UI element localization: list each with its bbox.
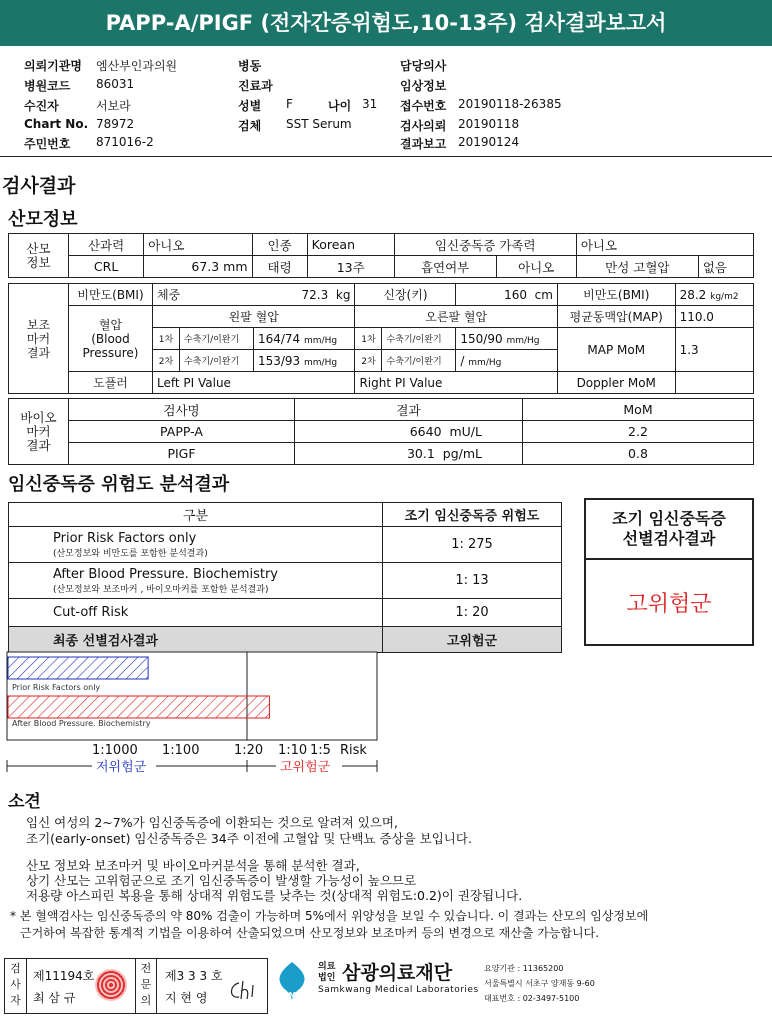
- cell: [675, 284, 753, 306]
- org-line: 요양기관 : 11365200: [484, 964, 564, 973]
- signature-icon: [225, 977, 265, 1003]
- cell: PIGF: [69, 443, 295, 465]
- high-risk-label: 고위험군: [280, 760, 331, 775]
- tick-label: 1:5: [310, 743, 331, 758]
- height-unit: cm: [534, 287, 553, 302]
- bp-unit: mm/Hg: [468, 357, 502, 368]
- cell: 수축기/이완기: [382, 350, 456, 372]
- opinion-line: 임신 여성의 2~7%가 임신중독증에 이환되는 것으로 알려져 있으며,: [26, 815, 398, 830]
- tester-name: 최 삼 규: [33, 991, 76, 1005]
- cell: 67.3 mm: [144, 256, 252, 278]
- bp-r2: /: [460, 353, 465, 368]
- cell: 1차: [355, 328, 382, 350]
- opinion-line: 저용량 아스피린 복용을 통해 상대적 위험도를 낮추는 것(상대적 위험도:0.2)이 권장됩니다.: [26, 888, 523, 903]
- code-value: 86031: [96, 77, 135, 91]
- cell: 아니오: [496, 256, 576, 278]
- risk-table: [8, 502, 562, 653]
- clinical-label: 임상정보: [400, 79, 447, 93]
- org-line: 대표번호 : 02-3497-5100: [484, 994, 580, 1003]
- cell: 2차: [153, 350, 180, 372]
- cell: 결과: [295, 399, 523, 421]
- maternal-title: 산모정보: [8, 209, 78, 230]
- screening-title: 조기 임신중독증 선별검사결과: [586, 500, 752, 560]
- cell: 아니오: [576, 234, 753, 256]
- signature-box: [4, 958, 268, 1014]
- report-title: PAPP-A/PIGF (전자간증위험도,10-13주) 검사결과보고서: [0, 0, 772, 46]
- cell: [253, 350, 355, 372]
- bar-label: After Blood Pressure. Biochemistry: [12, 719, 151, 728]
- code-label: 병원코드: [24, 79, 71, 93]
- tester-no: 제11194호: [33, 969, 95, 983]
- bar-label: Prior Risk Factors only: [12, 683, 101, 692]
- maternal-table: [8, 233, 754, 278]
- cell: 흡연여부: [394, 256, 496, 278]
- cell: 1: 275: [383, 527, 562, 563]
- bio-unit: mU/L: [449, 424, 482, 439]
- patient-label: 수진자: [24, 99, 59, 113]
- seal-icon: [95, 969, 127, 1001]
- specimen-label: 검체: [238, 119, 262, 133]
- cell: 1.3: [675, 328, 753, 372]
- cell: 수축기/이완기: [179, 350, 253, 372]
- bio-table: [8, 398, 754, 465]
- results-title: 검사결과: [2, 175, 76, 197]
- cell: [295, 443, 523, 465]
- tick-label: 1:1000: [92, 743, 138, 758]
- opinion-line: * 본 혈액검사는 임신중독증의 약 80% 검출이 가능하며 5%에서 위양성을 보일 수 있습니다. 이 결과는 산모의 임상정보에: [10, 909, 649, 923]
- cell: Right PI Value: [355, 372, 557, 394]
- risk-label: Prior Risk Factors only: [53, 530, 197, 546]
- receipt-label: 접수번호: [400, 99, 447, 113]
- chart-label: Chart No.: [24, 117, 89, 131]
- cell: 0.8: [523, 443, 754, 465]
- bp-label: 혈압 (Blood Pressure): [69, 306, 153, 372]
- age-label: 나이: [328, 99, 352, 113]
- bp-r1: 150/90: [460, 331, 503, 346]
- cell: MAP MoM: [557, 328, 675, 372]
- cell: 110.0: [675, 306, 753, 328]
- bio-unit: pg/mL: [442, 446, 482, 461]
- aux-group: 보조 마커 결과: [9, 284, 69, 394]
- maternal-group: 산모 정보: [9, 234, 69, 278]
- report-label: 결과보고: [400, 137, 447, 151]
- header-divider: [0, 156, 772, 157]
- cell: [253, 328, 355, 350]
- cell: 아니오: [144, 234, 252, 256]
- bar-after-bp: [8, 696, 269, 718]
- risk-chart: [6, 650, 386, 780]
- cell: 구분: [9, 503, 383, 527]
- cell: 인종: [252, 234, 307, 256]
- opinion-line: 상기 산모는 고위험군으로 조기 임신중독증이 발생할 가능성이 높으므로: [26, 873, 417, 888]
- doctor-label: 담당의사: [400, 59, 447, 73]
- cell: 조기 임신중독증 위험도: [383, 503, 562, 527]
- tester-label: 검 사 자: [5, 959, 27, 1013]
- cell: 체중: [153, 284, 254, 306]
- specialist-no: 제3 3 3 호: [165, 969, 223, 983]
- cell: 왼팔 혈압: [153, 306, 355, 328]
- bp-unit: mm/Hg: [304, 357, 338, 368]
- id-label: 주민번호: [24, 137, 71, 151]
- bar-prior-risk: [8, 657, 148, 679]
- bio-value: 30.1: [406, 446, 435, 461]
- opinion-line: 조기(early-onset) 임신중독증은 34주 이전에 고혈압 및 단백뇨 증상을 보입니다.: [26, 831, 472, 846]
- weight-value: 72.3: [301, 287, 329, 302]
- bmi-unit: kg/m2: [710, 291, 739, 302]
- cell: 수축기/이완기: [382, 328, 456, 350]
- cell: [9, 527, 383, 563]
- report-value: 20190124: [458, 135, 520, 149]
- cell: 1: 13: [383, 563, 562, 599]
- cell: [9, 563, 383, 599]
- specialist-name: 지 현 영: [165, 991, 208, 1005]
- cell: 검사명: [69, 399, 295, 421]
- bio-group: 바이오 마커 결과: [9, 399, 69, 465]
- cell: 1차: [153, 328, 180, 350]
- sex-label: 성별: [238, 99, 262, 113]
- logo-text: SML: [282, 991, 302, 1000]
- cell: Korean: [307, 234, 394, 256]
- analysis-title: 임신중독증 위험도 분석결과: [8, 474, 230, 495]
- cell: Left PI Value: [153, 372, 355, 394]
- opinion-title: 소견: [8, 792, 41, 812]
- risk-sub: (산모정보와 보조마커 , 바이오마커를 포함한 분석결과): [53, 584, 269, 595]
- bp-unit: mm/Hg: [304, 335, 338, 346]
- cell: [456, 350, 558, 372]
- sml-logo-icon: [272, 960, 312, 1004]
- cell: [456, 328, 558, 350]
- specimen-value: SST Serum: [286, 117, 352, 131]
- cell: 수축기/이완기: [179, 328, 253, 350]
- dept-label: 진료과: [238, 79, 273, 93]
- height-value: 160: [504, 287, 527, 302]
- patient-value: 서보라: [96, 99, 131, 113]
- req-value: 20190118: [458, 117, 520, 131]
- inst-value: 엠산부인과의원: [96, 59, 178, 73]
- cell: 임신중독증 가족력: [394, 234, 576, 256]
- opinion-line: 근거하여 복잡한 통계적 기법을 이용하여 산출되었으며 산모정보와 보조마커 등의 변경으로 재산출 가능합니다.: [20, 926, 600, 940]
- bp-l2: 153/93: [257, 353, 301, 368]
- cell: 산과력: [69, 234, 144, 256]
- cell: 없음: [698, 256, 753, 278]
- id-value: 871016-2: [96, 135, 154, 149]
- cell: Cut-off Risk: [9, 599, 383, 627]
- cell: 13주: [307, 256, 394, 278]
- inst-label: 의뢰기관명: [24, 59, 82, 73]
- cell: 태령: [252, 256, 307, 278]
- risk-label: After Blood Pressure. Biochemistry: [53, 566, 278, 582]
- bp-unit: mm/Hg: [506, 335, 540, 346]
- cell: MoM: [523, 399, 754, 421]
- cell: 비만도(BMI): [557, 284, 675, 306]
- risk-sub: (산모정보와 비만도를 포함한 분석결과): [53, 548, 208, 559]
- aux-table: [8, 283, 754, 394]
- cell: 2.2: [523, 421, 754, 443]
- specialist-label: 전 문 의: [135, 959, 157, 1013]
- chart-value: 78972: [96, 117, 135, 131]
- cell: Doppler MoM: [557, 372, 675, 394]
- cell: 평균동맥압(MAP): [557, 306, 675, 328]
- tick-label: 1:20: [234, 743, 264, 758]
- screening-box: [584, 498, 754, 646]
- req-label: 검사의뢰: [400, 119, 447, 133]
- bp-l1: 164/74: [257, 331, 301, 346]
- org-line: 서울특별시 서초구 양재동 9-60: [484, 979, 595, 988]
- cell: 고위험군: [383, 627, 562, 653]
- bmi-value: 28.2: [679, 287, 707, 302]
- cell: 오른팔 혈압: [355, 306, 557, 328]
- cell: [675, 372, 753, 394]
- org-en: Samkwang Medical Laboratories: [318, 985, 479, 995]
- org-prefix: 의료 법인: [318, 962, 336, 983]
- opinion-line: 산모 정보와 보조마커 및 바이오마커분석을 통해 분석한 결과,: [26, 858, 360, 873]
- tick-label: 1:10: [278, 743, 308, 758]
- cell: PAPP-A: [69, 421, 295, 443]
- cell: 만성 고혈압: [576, 256, 698, 278]
- cell: [253, 284, 355, 306]
- org-name: 삼광의료재단: [342, 962, 453, 984]
- receipt-value: 20190118-26385: [458, 97, 562, 111]
- cell: 1: 20: [383, 599, 562, 627]
- cell: [456, 284, 558, 306]
- screening-result: 고위험군: [626, 591, 712, 617]
- cell: CRL: [69, 256, 144, 278]
- cell: 도플러: [69, 372, 153, 394]
- sex-value: F: [286, 97, 293, 111]
- ward-label: 병동: [238, 59, 262, 73]
- tick-label: 1:100: [162, 743, 200, 758]
- cell: [295, 421, 523, 443]
- tick-label: Risk: [340, 743, 367, 758]
- weight-unit: kg: [335, 287, 351, 302]
- low-risk-label: 저위험군: [96, 760, 147, 775]
- cell: 신장(키): [355, 284, 456, 306]
- cell: 2차: [355, 350, 382, 372]
- bio-value: 6640: [409, 424, 442, 439]
- cell: 최종 선별검사결과: [9, 627, 383, 653]
- age-value: 31: [362, 97, 378, 111]
- cell: 비만도(BMI): [69, 284, 153, 306]
